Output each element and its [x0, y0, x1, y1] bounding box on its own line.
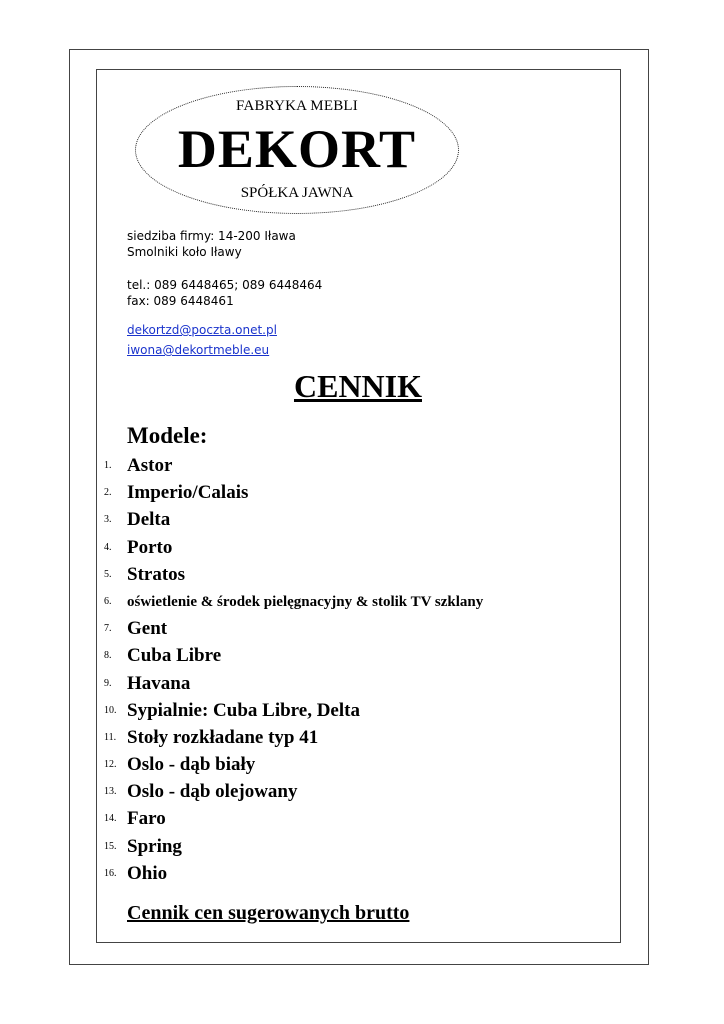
list-item-number: 10. — [104, 704, 117, 716]
list-item-number: 6. — [104, 595, 112, 607]
list-item-number: 3. — [104, 514, 112, 526]
email-link-2[interactable]: iwona@dekortmeble.eu — [127, 343, 270, 357]
list-item-label: Porto — [127, 536, 173, 558]
logo-subtitle-top: FABRYKA MEBLI — [236, 98, 358, 114]
fax-line: fax: 089 6448461 — [127, 294, 234, 308]
list-item-label: Stoły rozkładane typ 41 — [127, 726, 319, 748]
logo-company-name: DEKORT — [177, 119, 417, 179]
list-item-label: Sypialnie: Cuba Libre, Delta — [127, 699, 360, 721]
list-item-number: 14. — [104, 813, 117, 825]
address-line-2: Smolniki koło Iławy — [127, 245, 242, 259]
list-item-label: Gent — [127, 618, 168, 640]
list-item-label: Cuba Libre — [127, 645, 222, 667]
list-item-label: Ohio — [127, 862, 168, 884]
list-item-number: 4. — [104, 541, 112, 553]
list-item-label: Oslo - dąb biały — [127, 754, 256, 776]
list-item-label: Havana — [127, 672, 191, 694]
list-item-number: 7. — [104, 623, 112, 635]
list-item-label: Imperio/Calais — [127, 482, 249, 504]
list-item-number: 5. — [104, 568, 112, 580]
list-item-number: 16. — [104, 867, 117, 879]
models-heading: Modele: — [127, 423, 208, 448]
list-item-number: 2. — [104, 487, 112, 499]
list-item-label: Faro — [127, 808, 166, 830]
phone-line: tel.: 089 6448465; 089 6448464 — [127, 278, 323, 292]
list-item-label: oświetlenie & środek pielęgnacyjny & stolik TV szklany — [127, 593, 484, 610]
list-item-number: 8. — [104, 650, 112, 662]
price-list-link[interactable]: Cennik cen sugerowanych brutto — [127, 902, 410, 924]
list-item-number: 1. — [104, 460, 112, 471]
list-item-number: 9. — [104, 677, 112, 689]
list-item-number: 12. — [104, 759, 117, 771]
list-item-label: Astor — [127, 455, 173, 476]
list-item-number: 11. — [104, 731, 117, 743]
list-item-label: Oslo - dąb olejowany — [127, 781, 298, 803]
address-line-1: siedziba firmy: 14-200 Iława — [127, 229, 296, 243]
page-title: CENNIK — [293, 368, 422, 404]
email-link-1[interactable]: dekortzd@poczta.onet.pl — [127, 323, 277, 337]
list-item-number: 15. — [104, 840, 117, 852]
list-item-label: Delta — [127, 509, 171, 531]
list-item-label: Stratos — [127, 563, 186, 585]
list-item-number: 13. — [104, 786, 117, 798]
list-item-label: Spring — [127, 835, 182, 857]
logo-subtitle-bottom: SPÓŁKA JAWNA — [240, 185, 354, 201]
